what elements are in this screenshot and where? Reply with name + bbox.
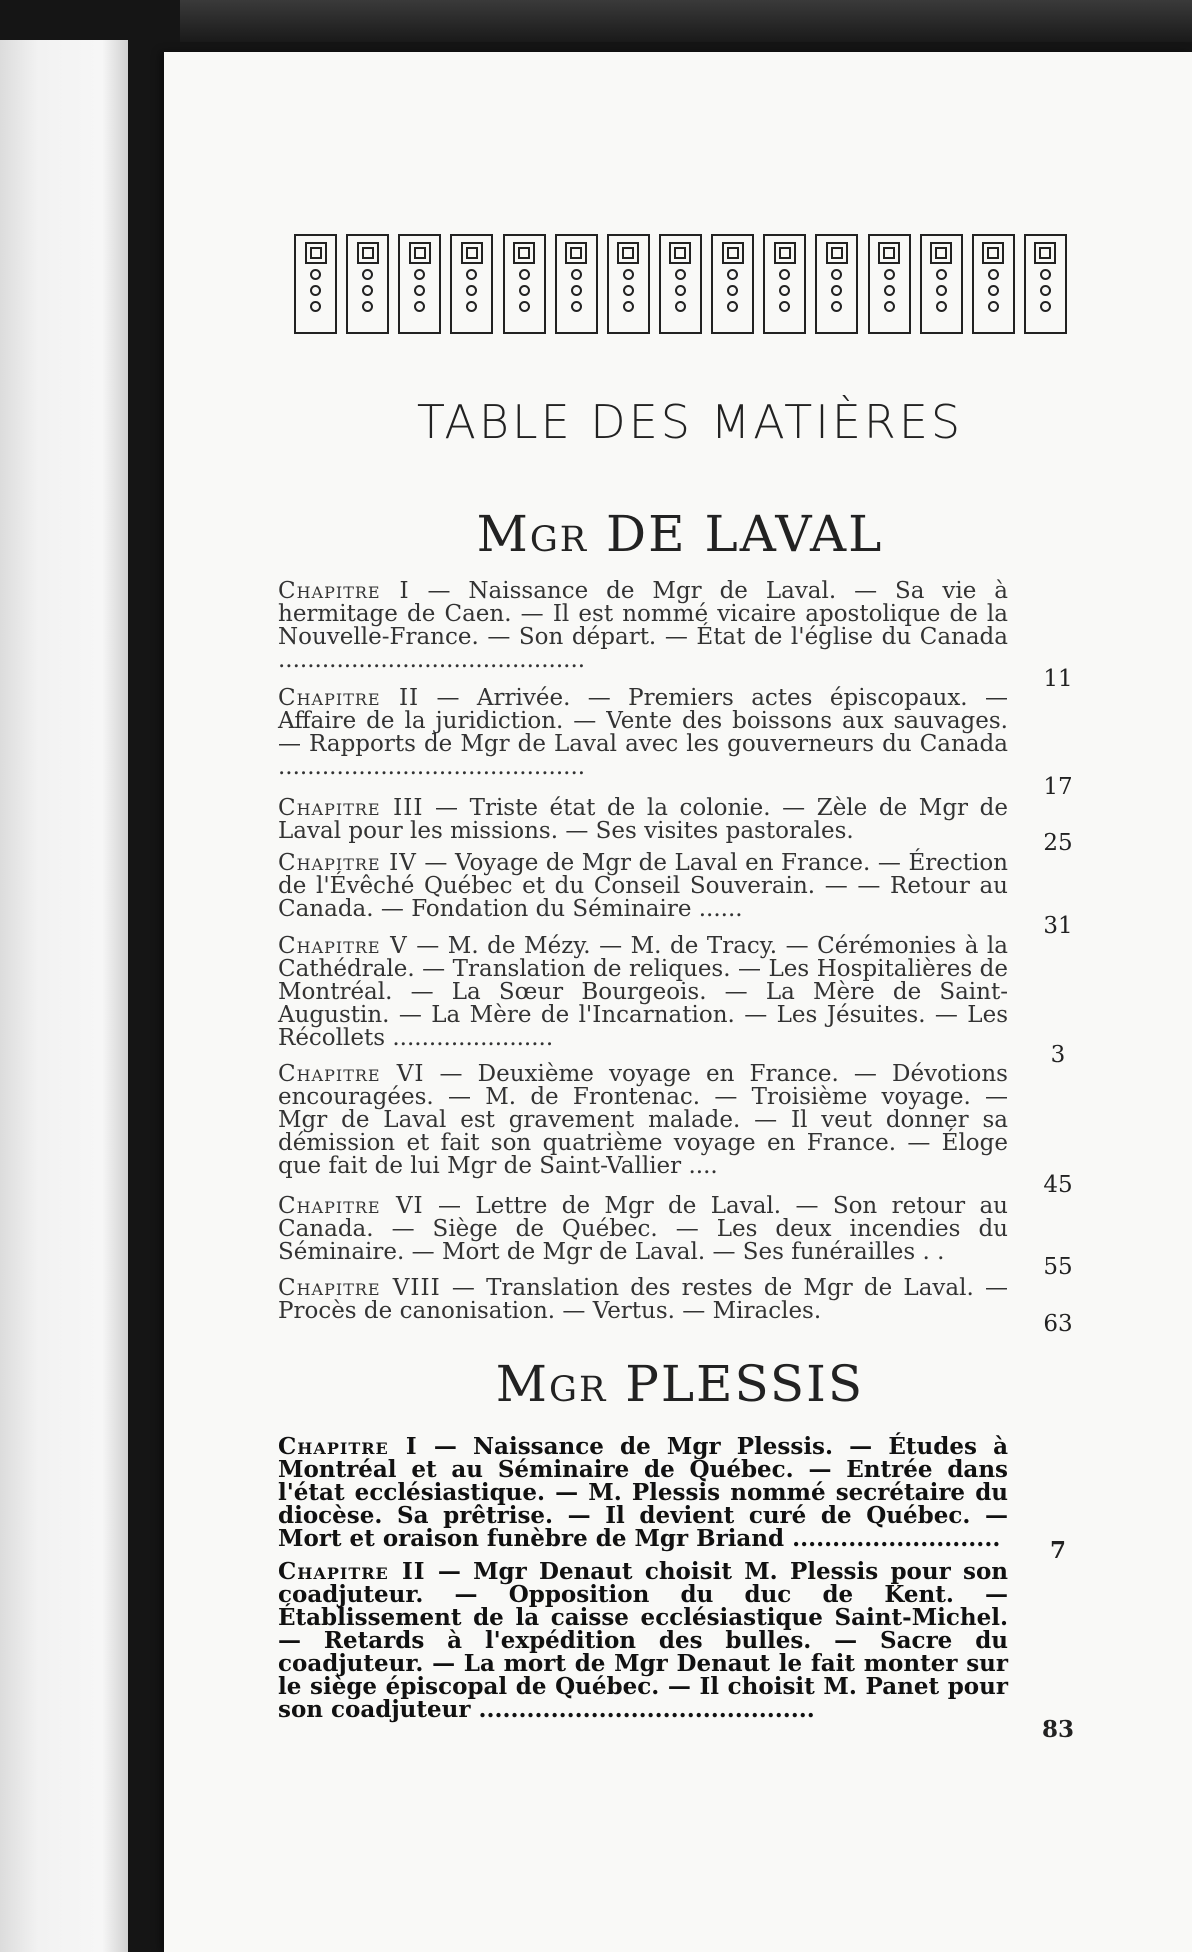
ornament-tile bbox=[555, 234, 598, 334]
ornament-tile bbox=[659, 234, 702, 334]
toc-entry: Chapitre I — Naissance de Mgr de Laval. — Sa vie à hermitage de Caen. — Il est nommé vicaire apostolique de la Nouvelle-France. — Son départ. — État de l'église du Canada .......................................... bbox=[278, 578, 1008, 673]
ornament-tile bbox=[815, 234, 858, 334]
ornament-tile bbox=[346, 234, 389, 334]
scan-border bbox=[180, 0, 1192, 42]
page-title: TABLE DES MATIÈRES bbox=[416, 395, 964, 449]
toc-entry: Chapitre VIII — Translation des restes de Mgr de Laval. — Procès de canonisation. — Vertus. — Miracles. bbox=[278, 1275, 1008, 1324]
section-heading-laval: Mgr DE LAVAL bbox=[476, 505, 884, 563]
toc-page-number: 3 bbox=[1050, 1042, 1066, 1068]
toc-page-number: 45 bbox=[1043, 1172, 1073, 1198]
ornament-tile bbox=[1024, 234, 1067, 334]
ornament-tile bbox=[607, 234, 650, 334]
toc-page-number: 25 bbox=[1043, 830, 1073, 856]
toc-entry: Chapitre II — Arrivée. — Premiers actes épiscopaux. — Affaire de la juridiction. — Vente des boissons aux sauvages. — Rapports de Mgr de Laval avec les gouverneurs du Canada .......................................... bbox=[278, 685, 1008, 780]
toc-entry: Chapitre IV — Voyage de Mgr de Laval en France. — Érection de l'Évêché Québec et du Conseil Souverain. — — Retour au Canada. — Fondation du Séminaire ...... bbox=[278, 850, 1008, 922]
toc-entry: Chapitre V — M. de Mézy. — M. de Tracy. — Cérémonies à la Cathédrale. — Translation de reliques. — Les Hospitalières de Montréal. — La Sœur Bourgeois. — La Mère de Saint-Augustin. — La Mère de l'Incarnation. — Les Jésuites. — Les Récollets ...................... bbox=[278, 933, 1008, 1051]
ornament-tile bbox=[450, 234, 493, 334]
ornament-tile bbox=[294, 234, 337, 334]
ornament-tile bbox=[711, 234, 754, 334]
toc-entry: Chapitre I — Naissance de Mgr Plessis. — Études à Montréal et au Séminaire de Québec. — Entrée dans l'état ecclésiastique. — M. Plessis nommé secrétaire du diocèse. Sa prêtrise. — Il devient curé de Québec. — Mort et oraison funèbre de Mgr Briand .......................... bbox=[278, 1433, 1008, 1552]
ornament-tile bbox=[868, 234, 911, 334]
ornament-tile bbox=[972, 234, 1015, 334]
toc-entry: Chapitre VI — Lettre de Mgr de Laval. — Son retour au Canada. — Siège de Québec. — Les deux incendies du Séminaire. — Mort de Mgr de Laval. — Ses funérailles . . bbox=[278, 1193, 1008, 1265]
decorative-border-ornament bbox=[294, 234, 1067, 336]
toc-entry: Chapitre III — Triste état de la colonie. — Zèle de Mgr de Laval pour les missions. — Ses visites pastorales. bbox=[278, 795, 1008, 844]
toc-entry: Chapitre II — Mgr Denaut choisit M. Plessis pour son coadjuteur. — Opposition du duc de Kent. — Établissement de la caisse ecclésiastique Saint-Michel. — Retards à l'expédition des bulles. — Sacre du coadjuteur. — La mort de Mgr Denaut le fait monter sur le siège épiscopal de Québec. — Il choisit M. Panet pour son coadjuteur .......................................... bbox=[278, 1558, 1009, 1723]
section-heading-plessis: Mgr PLESSIS bbox=[495, 1355, 865, 1413]
toc-page-number: 31 bbox=[1043, 913, 1073, 939]
toc-page-number: 17 bbox=[1043, 774, 1073, 800]
ornament-tile bbox=[503, 234, 546, 334]
ornament-tile bbox=[920, 234, 963, 334]
ornament-tile bbox=[763, 234, 806, 334]
toc-entry: Chapitre VI — Deuxième voyage en France. — Dévotions encouragées. — M. de Frontenac. — Troisième voyage. — Mgr de Laval est gravement malade. — Il veut donner sa démission et fait son quatrième voyage en France. — Éloge que fait de lui Mgr de Saint-Vallier .... bbox=[278, 1061, 1008, 1179]
toc-page-number: 11 bbox=[1043, 666, 1073, 692]
toc-page-number: 55 bbox=[1043, 1254, 1073, 1280]
facing-page-edge bbox=[0, 40, 128, 1952]
ornament-tile bbox=[398, 234, 441, 334]
toc-page-number: 63 bbox=[1043, 1311, 1073, 1337]
toc-page-number: 83 bbox=[1041, 1716, 1074, 1743]
toc-page-number: 7 bbox=[1049, 1537, 1066, 1564]
